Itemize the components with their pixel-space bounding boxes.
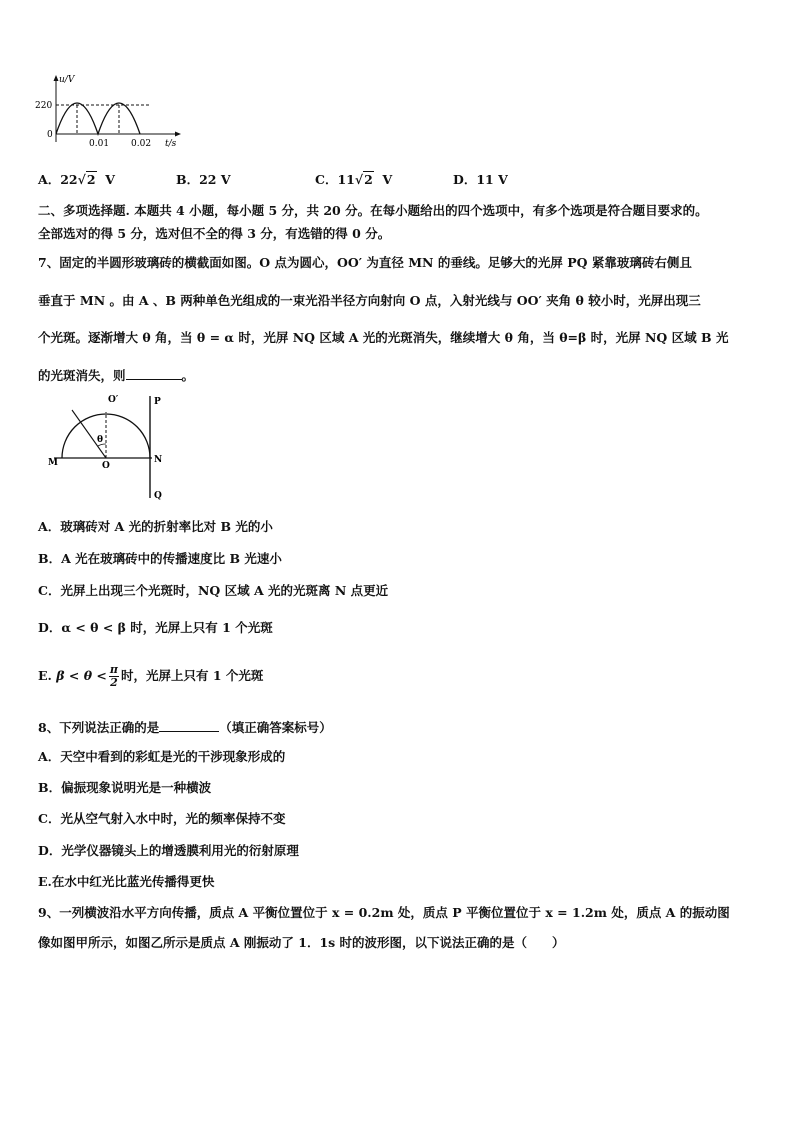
- q8-option-c[interactable]: C．光从空气射入水中时，光的频率保持不变: [38, 811, 286, 826]
- y-tick-label: 220: [35, 101, 53, 111]
- x-tick-label: 0.01: [89, 139, 110, 149]
- origin-label: 0: [47, 130, 53, 140]
- x-tick-label: 0.02: [131, 139, 152, 149]
- question-number: 7、: [38, 255, 60, 270]
- answer-blank[interactable]: [159, 719, 219, 732]
- q8-stem: 8、下列说法正确的是 （填正确答案标号）: [38, 720, 332, 735]
- q6-option-a[interactable]: A．22√2 V: [38, 172, 115, 187]
- q9-stem-line: 9、一列横波沿水平方向传播，质点 A 平衡位置位于 x = 0.2m 处，质点 P 平衡位置位于 x = 1.2m 处，质点 A 的振动图: [38, 905, 730, 920]
- question-number: 9、: [38, 905, 60, 920]
- label-q: Q: [154, 491, 162, 501]
- q7-option-a[interactable]: A．玻璃砖对 A 光的折射率比对 B 光的小: [38, 519, 273, 534]
- y-axis-label: u/V: [59, 75, 75, 85]
- answer-blank[interactable]: [126, 367, 182, 380]
- q6-option-b[interactable]: B．22 V: [176, 172, 231, 187]
- q7-stem-line: 7、固定的半圆形玻璃砖的横截面如图。O 点为圆心，OO′ 为直径 MN 的垂线。足够大的光屏 PQ 紧靠玻璃砖右侧且: [38, 255, 692, 270]
- label-o: O: [102, 461, 110, 471]
- label-m: M: [48, 458, 58, 468]
- q7-option-b[interactable]: B．A 光在玻璃砖中的传播速度比 B 光速小: [38, 551, 282, 566]
- q7-option-c[interactable]: C．光屏上出现三个光斑时，NQ 区域 A 光的光斑离 N 点更近: [38, 583, 389, 598]
- label-n: N: [154, 455, 163, 465]
- fraction: $\frac{\pi}{2}$: [109, 663, 118, 689]
- q8-option-a[interactable]: A．天空中看到的彩虹是光的干涉现象形成的: [38, 749, 286, 764]
- voltage-curve: [56, 103, 140, 134]
- q8-option-e[interactable]: E.在水中红光比蓝光传播得更快: [38, 874, 215, 889]
- q8-option-d[interactable]: D．光学仪器镜头上的增透膜利用光的衍射原理: [38, 843, 299, 858]
- q7-stem-line: 垂直于 MN 。由 A 、B 两种单色光组成的一束光沿半径方向射向 O 点，入射光线与 OO′ 夹角 θ 较小时，光屏出现三: [38, 293, 701, 308]
- label-p: P: [154, 397, 161, 407]
- q8-option-b[interactable]: B．偏振现象说明光是一种横波: [38, 780, 212, 795]
- q7-stem-line: 的光斑消失，则 。: [38, 368, 195, 383]
- semicircle-glass-figure: [44, 390, 174, 505]
- section-heading: 二、多项选择题. 本题共 4 小题，每小题 5 分，共 20 分。在每小题给出的四个选项中，有多个选项是符合题目要求的。: [38, 203, 708, 218]
- section-heading-cont: 全部选对的得 5 分，选对但不全的得 3 分，有选错的得 0 分。: [38, 226, 391, 241]
- label-o-prime: O′: [108, 395, 119, 405]
- question-number: 8、: [38, 720, 60, 735]
- q9-stem-line: 像如图甲所示，如图乙所示是质点 A 刚振动了 1．1s 时的波形图，以下说法正确的是（ ）: [38, 935, 565, 950]
- label-theta: θ: [97, 435, 104, 445]
- q7-stem-line: 个光斑。逐渐增大 θ 角，当 θ = α 时，光屏 NQ 区域 A 光的光斑消失，继续增大 θ 角，当 θ=β 时，光屏 NQ 区域 B 光: [38, 330, 729, 345]
- voltage-time-graph: [28, 72, 188, 152]
- q7-option-e[interactable]: E. β < θ < $\frac{\pi}{2}$ 时，光屏上只有 1 个光斑: [38, 663, 264, 689]
- x-axis-label: t/s: [165, 139, 177, 149]
- q6-option-c[interactable]: C．11√2 V: [315, 172, 393, 187]
- q6-option-d[interactable]: D．11 V: [453, 172, 508, 187]
- q7-option-d[interactable]: D．α < θ < β 时，光屏上只有 1 个光斑: [38, 620, 273, 635]
